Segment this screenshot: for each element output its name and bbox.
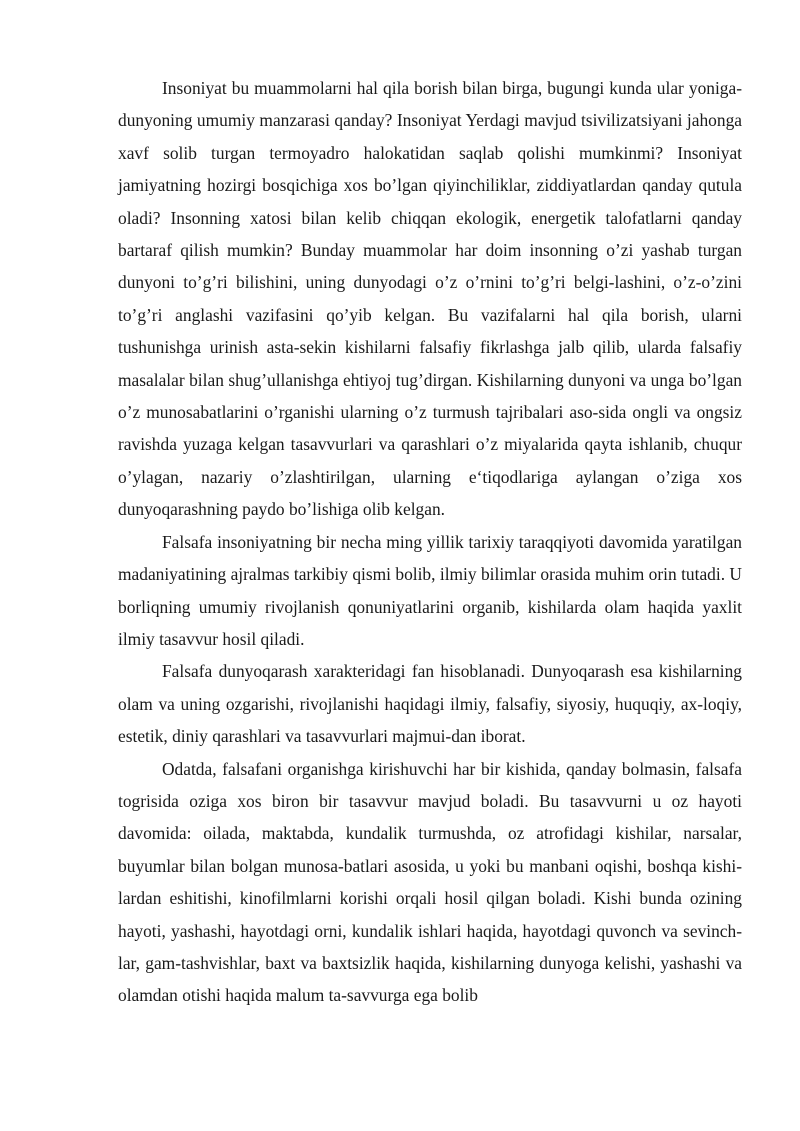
paragraph: Falsafa dunyoqarash xarakteridagi fan hisoblanadi. Dunyoqarash esa kishilarning olam va uning ozgarishi, rivojlanishi haqidagi ilmiy, falsafiy, siyosiy, huquqiy, ax-loqiy, estetik, diniy qarashlari va tasavvurlari majmui-dan iborat. [118, 661, 742, 747]
document-page [118, 72, 742, 1012]
paragraph: Odatda, falsafani organishga kirishuvchi har bir kishida, qanday bolmasin, falsafa togrisida oziga xos biron bir tasavvur mavjud boladi. Bu tasavvurni u oz hayoti davomida: oilada, maktabda, kundalik turmushda, oz atrofidagi kishilar, narsalar, buyumlar bilan bolgan munosa-batlari asosida, u yoki bu manbani oqishi, boshqa kishi-lardan eshitishi, kinofilmlarni korishi orqali hosil qilgan boladi. Kishi bunda ozining hayoti, yashashi, hayotdagi orni, kundalik ishlari haqida, hayotdagi quvonch va sevinch-lar, gam-tashvishlar, baxt va baxtsizlik haqida, kishilarning dunyoga kelishi, yashashi va olamdan otishi haqida malum ta-savvurga ega bolib [118, 758, 742, 1006]
paragraph: Falsafa insoniyatning bir necha ming yillik tarixiy taraqqiyoti davomida yaratilgan madaniyatining ajralmas tarkibiy qismi bolib, ilmiy bilimlar orasida muhim orin tutadi. U borliqning umumiy rivojlanish qonuniyatlarini organib, kishilarda olam haqida yaxlit ilmiy tasavvur hosil qiladi. [118, 531, 742, 649]
paragraph: Insoniyat bu muammolarni hal qila borish bilan birga, bugungi kunda ular yoniga-dunyoning umumiy manzarasi qanday? Insoniyat Yerdagi mavjud tsivilizatsiyani jahonga xavf solib turgan termoyadro halokatidan saqlab qolishi mumkinmi? Insoniyat jamiyatning hozirgi bosqichiga xos bo’lgan qiyinchiliklar, ziddiyatlardan qanday qutula oladi? Insonning xatosi bilan kelib chiqqan ekologik, energetik talofatlarni qanday bartaraf qilish mumkin? Bunday muammolar har doim insonning o’zi yashab turgan dunyoni to’g’ri bilishini, uning dunyodagi o’z o’rnini to’g’ri belgi-lashini, o’z-o’zini to’g’ri anglashi vazifasini qo’yib kelgan. Bu vazifalarni hal qila borish, ularni tushunishga urinish asta-sekin kishilarni falsafiy fikrlashga jalb qilib, ularda falsafiy masalalar bilan shug’ullanishga ehtiyoj tug’dirgan. Kishilarning dunyoni va unga bo’lgan o’z munosabatlarini o’rganishi ularning o’z turmush tajribalari aso-sida ongli va ongsiz ravishda yuzaga kelgan tasavvurlari va qarashlari o’z miyalarida qayta ishlanib, chuqur o’ylagan, nazariy o’zlashtirilgan, ularning e‘tiqodlariga aylangan o’ziga xos dunyoqarashning paydo bo’lishiga olib kelgan. [118, 78, 742, 520]
